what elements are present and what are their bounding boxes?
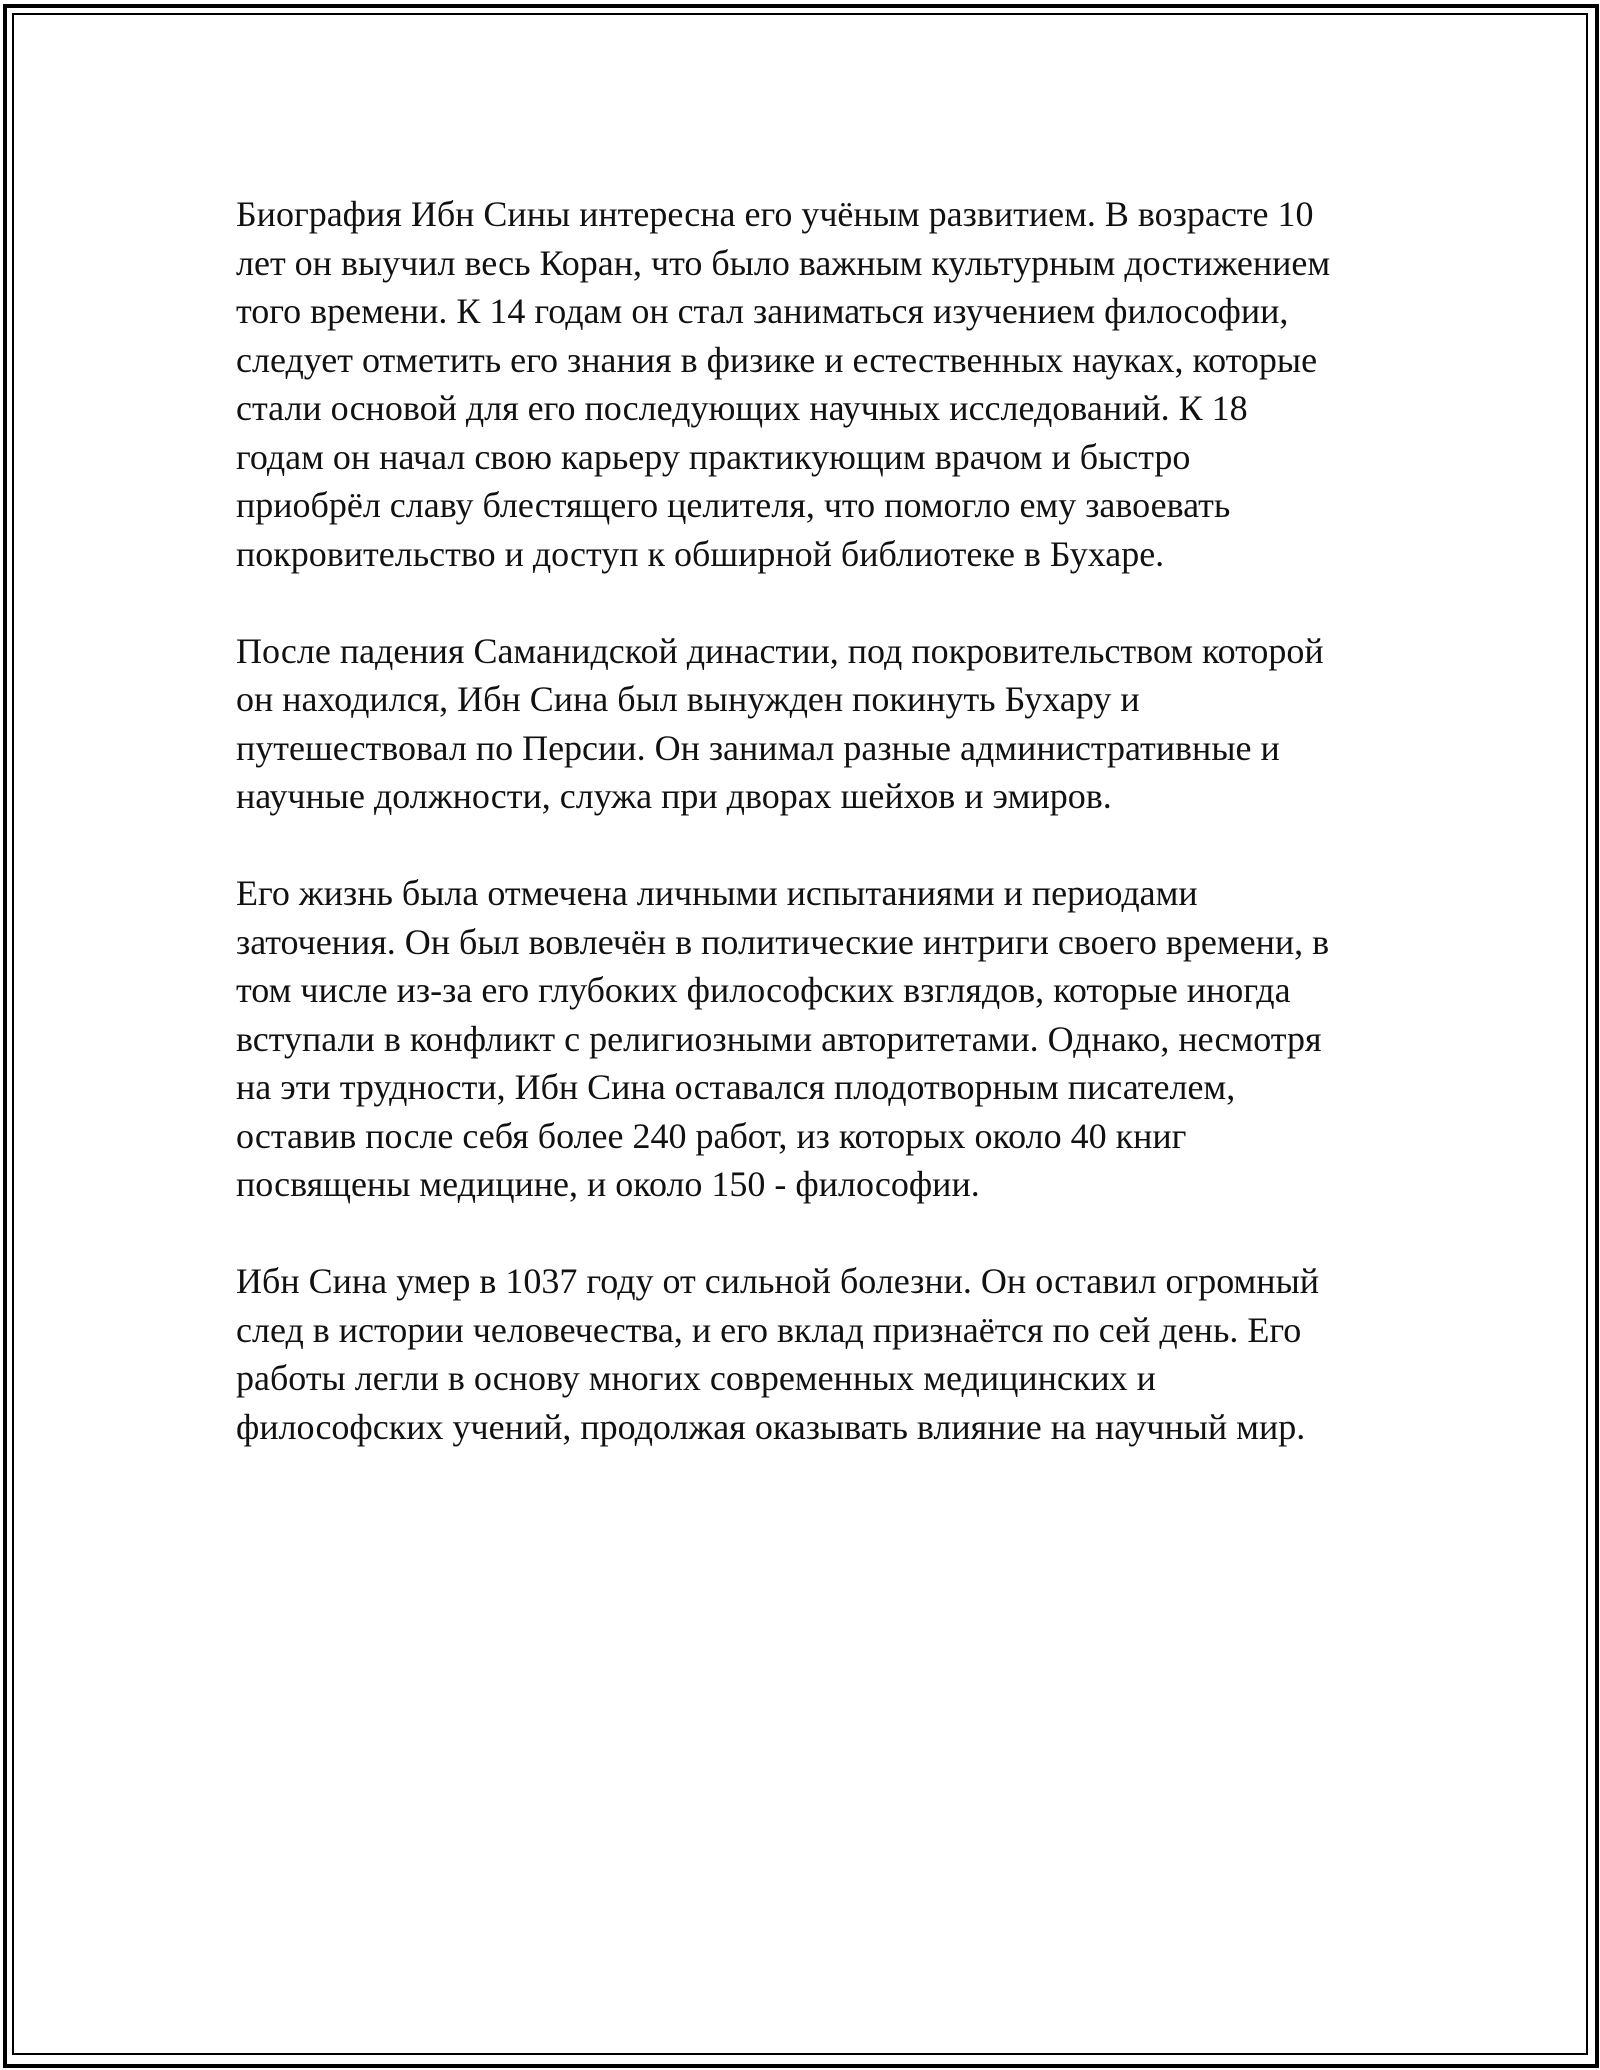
paragraph-3 xyxy=(236,869,1376,1209)
text-line: оставив после себя более 240 работ, из которых около 40 книг xyxy=(236,1115,1187,1156)
text-line: следует отметить его знания в физике и естественных науках, которые xyxy=(236,339,1318,380)
text-line: вступали в конфликт с религиозными авторитетами. Однако, несмотря xyxy=(236,1018,1322,1059)
text-line: лет он выучил весь Коран, что было важным культурным достижением xyxy=(236,242,1331,283)
paragraph-1 xyxy=(236,190,1376,578)
text-line: После падения Саманидской династии, под покровительством которой xyxy=(236,630,1324,671)
text-line: посвящены медицине, и около 150 - философии. xyxy=(236,1164,980,1204)
text-line: стали основой для его последующих научных исследований. К 18 xyxy=(236,388,1248,428)
paragraph-4 xyxy=(236,1257,1376,1451)
text-line: годам он начал свою карьеру практикующим врачом и быстро xyxy=(236,436,1191,477)
text-line: того времени. К 14 годам он стал заниматься изучением философии, xyxy=(236,291,1289,331)
text-line: след в истории человечества, и его вклад признаётся по сей день. Его xyxy=(236,1309,1302,1350)
document-body xyxy=(236,190,1376,1500)
text-line: том числе из-за его глубоких философских взглядов, которые иногда xyxy=(236,970,1291,1010)
paragraph-2 xyxy=(236,627,1376,821)
text-line: Его жизнь была отмечена личными испытаниями и периодами xyxy=(236,873,1198,913)
text-line: он находился, Ибн Сина был вынужден покинуть Бухару и xyxy=(236,679,1140,719)
text-line: философских учений, продолжая оказывать влияние на научный мир. xyxy=(236,1406,1306,1447)
text-line: заточения. Он был вовлечён в политические интриги своего времени, в xyxy=(236,921,1330,962)
text-line: покровительство и доступ к обширной библиотеке в Бухаре. xyxy=(236,533,1165,574)
text-line: Биография Ибн Сины интересна его учёным развитием. В возрасте 10 xyxy=(236,194,1314,234)
text-line: путешествовал по Персии. Он занимал разные административные и xyxy=(236,727,1280,768)
text-line: научные должности, служа при дворах шейхов и эмиров. xyxy=(236,776,1112,816)
text-line: работы легли в основу многих современных медицинских и xyxy=(236,1358,1156,1398)
text-line: приобрёл славу блестящего целителя, что помогло ему завоевать xyxy=(236,485,1231,525)
text-line: Ибн Сина умер в 1037 году от сильной болезни. Он оставил огромный xyxy=(236,1261,1320,1301)
text-line: на эти трудности, Ибн Сина оставался плодотворным писателем, xyxy=(236,1067,1236,1107)
